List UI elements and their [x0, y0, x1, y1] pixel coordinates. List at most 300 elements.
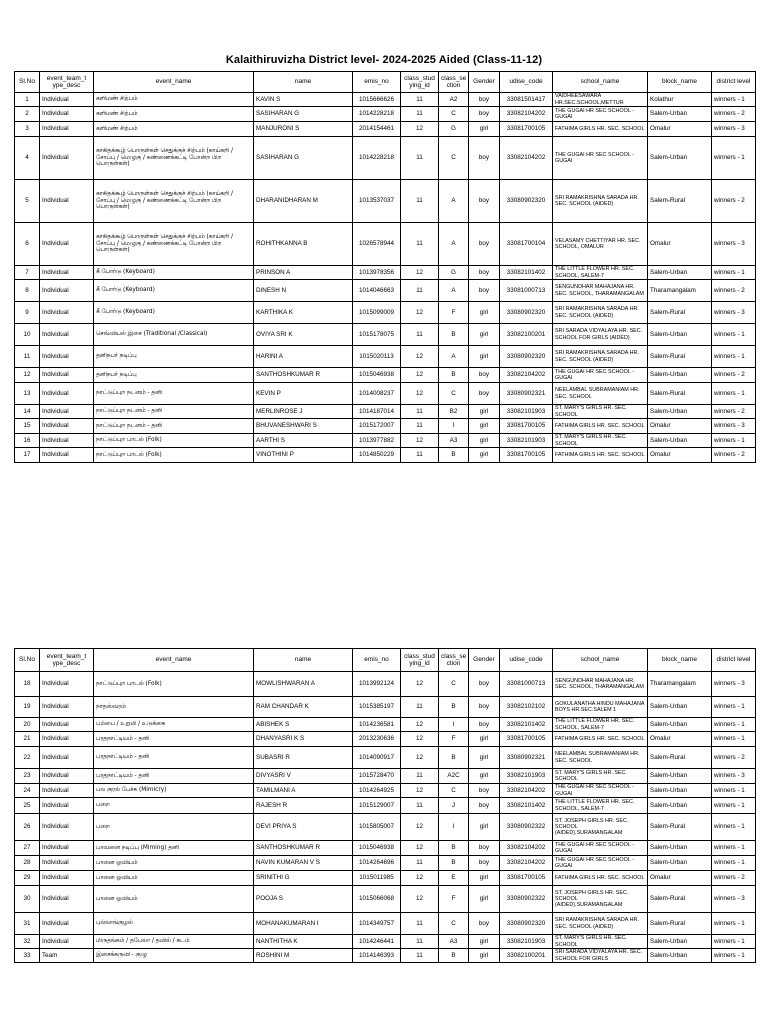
table-cell-section: A2 — [439, 93, 469, 107]
table-cell-name: SASIHARAN G — [254, 107, 353, 122]
col-header-level: district level — [712, 649, 756, 672]
table-cell-section: A3 — [439, 434, 469, 448]
table-cell-block: Salem-Rural — [648, 383, 712, 405]
table-row — [15, 886, 756, 913]
table-cell-event-name: இசைக்கருவி - குழு — [94, 949, 254, 963]
table-cell-class: 12 — [401, 122, 439, 137]
table-cell-emis: 1015129007 — [353, 798, 401, 814]
table-cell-event-name: காகிதக்கூழ் பொருள்கள் செதுக்குச் சிற்பம் (காய்கறி / சோப்பு / மெழுகு / கண்ணைக்கட்டி போன்ற பிற பொருள்கள்) — [94, 137, 254, 180]
table-cell-event-name: மிருதங்கம் / தபேலா / தவில் / கடம் — [94, 935, 254, 949]
table-cell-emis: 1014264925 — [353, 784, 401, 798]
table-cell-section: B — [439, 949, 469, 963]
table-cell-slno: 22 — [15, 747, 40, 769]
table-row — [15, 718, 756, 732]
table-cell-name: KAVIN S — [254, 93, 353, 107]
table-cell-event-type: Individual — [40, 913, 94, 935]
table-cell-udise: 33081000713 — [500, 280, 553, 302]
table-cell-school: SRI RAMAKRISHNA SARADA HR. SEC. SCHOOL (AIDED) — [553, 302, 648, 324]
table-cell-level: winners - 1 — [712, 798, 756, 814]
table-cell-emis: 1014187014 — [353, 405, 401, 419]
table-cell-level: winners - 3 — [712, 672, 756, 697]
table-cell-name: BHUVANESHWARI S — [254, 419, 353, 434]
col-header-section: class_se ction — [439, 72, 469, 93]
table-cell-school: SENGUNDHAR MAHAJANA HR. SEC. SCHOOL, THARAMANGALAM — [553, 672, 648, 697]
table-cell-gender: boy — [469, 856, 500, 871]
table-cell-block: Tharamangalam — [648, 672, 712, 697]
table-cell-class: 12 — [401, 368, 439, 383]
table-cell-udise: 33082104202 — [500, 784, 553, 798]
table-cell-school: ST. JOSEPH GIRLS HR. SEC. SCHOOL (AIDED),SURAMANGALAM — [553, 886, 648, 913]
table-cell-emis: 1015172007 — [353, 419, 401, 434]
table-cell-emis: 1015385197 — [353, 697, 401, 718]
table-cell-slno: 23 — [15, 769, 40, 784]
table-cell-slno: 7 — [15, 266, 40, 280]
table-cell-block: Salem-Rural — [648, 180, 712, 223]
table-cell-name: NAVIN KUMARAN V S — [254, 856, 353, 871]
table-cell-school: SENGUNDHAR MAHAJANA HR. SEC. SCHOOL, THARAMANGALAM — [553, 280, 648, 302]
table-cell-name: DHARANIDHARAN M — [254, 180, 353, 223]
table-cell-gender: girl — [469, 448, 500, 463]
table-cell-block: Salem-Rural — [648, 302, 712, 324]
table-row — [15, 856, 756, 871]
table-cell-emis: 1015020113 — [353, 346, 401, 368]
table-cell-level: winners - 1 — [712, 346, 756, 368]
table-cell-section: C — [439, 383, 469, 405]
table-cell-udise: 33082100201 — [500, 949, 553, 963]
table-cell-class: 11 — [401, 935, 439, 949]
table-cell-school: THE LITTLE FLOWER HR. SEC. SCHOOL, SALEM-7 — [553, 718, 648, 732]
table-cell-school: THE GUGAI HR SEC SCHOOL - GUGAI — [553, 368, 648, 383]
table-cell-emis: 1014228218 — [353, 137, 401, 180]
table-cell-section: C — [439, 137, 469, 180]
table-cell-school: ST. MARY'S GIRLS HR. SEC. SCHOOL — [553, 769, 648, 784]
table-cell-block: Salem-Urban — [648, 718, 712, 732]
table-cell-level: winners - 1 — [712, 324, 756, 346]
table-cell-udise: 33082100201 — [500, 324, 553, 346]
table-row — [15, 434, 756, 448]
table-header-row — [15, 649, 756, 672]
table-row — [15, 266, 756, 280]
table-cell-udise: 33081700104 — [500, 223, 553, 266]
table-cell-event-type: Individual — [40, 405, 94, 419]
table-cell-class: 11 — [401, 93, 439, 107]
col-header-block: block_name — [648, 649, 712, 672]
table-cell-class: 11 — [401, 697, 439, 718]
table-cell-level: winners - 2 — [712, 747, 756, 769]
col-header-school: school_name — [553, 72, 648, 93]
table-cell-section: B — [439, 841, 469, 856]
table-cell-gender: girl — [469, 871, 500, 886]
table-cell-udise: 33081700105 — [500, 871, 553, 886]
table-cell-udise: 33082101402 — [500, 718, 553, 732]
col-header-gender: Gender — [469, 72, 500, 93]
table-cell-emis: 1015178075 — [353, 324, 401, 346]
table-cell-class: 11 — [401, 280, 439, 302]
table-cell-level: winners - 1 — [712, 697, 756, 718]
table-cell-name: MOWLISHWARAN A — [254, 672, 353, 697]
table-cell-event-name: களிமண் சிற்பம் — [94, 93, 254, 107]
table-row — [15, 949, 756, 963]
table-cell-event-type: Individual — [40, 814, 94, 841]
table-cell-event-name: பறை — [94, 814, 254, 841]
table-cell-event-type: Individual — [40, 280, 94, 302]
table-cell-event-name: நாட்டுப்புற பாடல் (Folk) — [94, 434, 254, 448]
col-header-udise: udise_code — [500, 72, 553, 93]
table-cell-school: FATHIMA GIRLS HR. SEC. SCHOOL — [553, 419, 648, 434]
table-cell-event-type: Individual — [40, 266, 94, 280]
table-cell-name: AARTHI S — [254, 434, 353, 448]
table-cell-udise: 33082101402 — [500, 798, 553, 814]
table-cell-slno: 4 — [15, 137, 40, 180]
table-cell-udise: 33081000713 — [500, 672, 553, 697]
table-row — [15, 122, 756, 137]
table-cell-section: J — [439, 798, 469, 814]
table-cell-class: 12 — [401, 302, 439, 324]
table-cell-event-name: பம்பை / உறுமி / உடுக்கை — [94, 718, 254, 732]
table-cell-level: winners - 2 — [712, 368, 756, 383]
table-cell-event-name: நாதஸ்வரம் — [94, 697, 254, 718]
table-row — [15, 784, 756, 798]
table-cell-event-type: Individual — [40, 871, 94, 886]
table-cell-udise: 33082101903 — [500, 769, 553, 784]
table-cell-emis: 1014850229 — [353, 448, 401, 463]
table-row — [15, 223, 756, 266]
table-cell-event-type: Individual — [40, 747, 94, 769]
table-cell-block: Salem-Urban — [648, 434, 712, 448]
table-cell-event-type: Individual — [40, 798, 94, 814]
table-cell-school: ST. MARY'S GIRLS HR. SEC. SCHOOL — [553, 935, 648, 949]
table-cell-gender: girl — [469, 747, 500, 769]
table-cell-gender: boy — [469, 697, 500, 718]
table-cell-event-name: நாட்டுப்புற பாடல் (Folk) — [94, 672, 254, 697]
table-cell-class: 11 — [401, 405, 439, 419]
table-cell-event-name: நாட்டுப்புற நடனம் - தனி — [94, 419, 254, 434]
table-cell-block: Kolathur — [648, 93, 712, 107]
table-cell-event-name: பானை ஓவியம் — [94, 856, 254, 871]
table-cell-event-type: Individual — [40, 769, 94, 784]
table-cell-slno: 28 — [15, 856, 40, 871]
table-cell-udise: 33080902321 — [500, 747, 553, 769]
table-cell-block: Salem-Urban — [648, 949, 712, 963]
table-cell-event-type: Individual — [40, 841, 94, 856]
table-cell-section: A — [439, 280, 469, 302]
table-cell-name: PRINSON A — [254, 266, 353, 280]
table-cell-section: B2 — [439, 405, 469, 419]
table-cell-slno: 31 — [15, 913, 40, 935]
table-cell-level: winners - 2 — [712, 180, 756, 223]
col-header-class: class_stud ying_id — [401, 72, 439, 93]
table-body-2 — [15, 672, 756, 963]
col-header-event-type: event_team_t ype_desc — [40, 649, 94, 672]
table-cell-gender: boy — [469, 841, 500, 856]
table-cell-name: DIVYASRI V — [254, 769, 353, 784]
table-row — [15, 697, 756, 718]
table-cell-level: winners - 1 — [712, 434, 756, 448]
table-cell-event-name: பாவனை நடிப்பு (Miming) தனி — [94, 841, 254, 856]
table-cell-block: Salem-Rural — [648, 814, 712, 841]
table-cell-event-name: தனிநபர் நடிப்பு — [94, 346, 254, 368]
table-cell-school: NEELAMBAL SUBRAMANIAM HR. SEC. SCHOOL — [553, 747, 648, 769]
table-cell-level: winners - 1 — [712, 266, 756, 280]
table-cell-name: MANJURONI S — [254, 122, 353, 137]
table-cell-gender: boy — [469, 223, 500, 266]
table-cell-section: B — [439, 368, 469, 383]
table-cell-slno: 2 — [15, 107, 40, 122]
table-cell-emis: 1013978356 — [353, 266, 401, 280]
table-cell-event-type: Individual — [40, 346, 94, 368]
table-cell-event-type: Individual — [40, 122, 94, 137]
table-cell-gender: girl — [469, 405, 500, 419]
table-cell-level: winners - 1 — [712, 913, 756, 935]
table-cell-event-type: Individual — [40, 107, 94, 122]
table-cell-name: POOJA S — [254, 886, 353, 913]
table-cell-gender: girl — [469, 419, 500, 434]
table-cell-emis: 1015046938 — [353, 841, 401, 856]
table-cell-class: 11 — [401, 798, 439, 814]
table-cell-section: E — [439, 871, 469, 886]
table-cell-event-name: காகிதக்கூழ் பொருள்கள் செதுக்குச் சிற்பம் (காய்கறி / சோப்பு / மெழுகு / கண்ணைக்கட்டி போன்ற பிற பொருள்கள்) — [94, 223, 254, 266]
table-cell-udise: 33082101903 — [500, 405, 553, 419]
table-cell-udise: 33082102102 — [500, 697, 553, 718]
table-cell-gender: boy — [469, 180, 500, 223]
table-cell-school: THE LITTLE FLOWER HR. SEC. SCHOOL, SALEM-7 — [553, 266, 648, 280]
col-header-gender: Gender — [469, 649, 500, 672]
table-cell-school: FATHIMA GIRLS HR. SEC. SCHOOL — [553, 122, 648, 137]
table-cell-name: RAJESH R — [254, 798, 353, 814]
table-cell-udise: 33080902322 — [500, 814, 553, 841]
table-cell-name: DHANYASRI K S — [254, 732, 353, 747]
table-cell-class: 12 — [401, 672, 439, 697]
table-row — [15, 448, 756, 463]
table-cell-class: 12 — [401, 814, 439, 841]
table-cell-slno: 12 — [15, 368, 40, 383]
table-cell-emis: 1015046938 — [353, 368, 401, 383]
table-cell-block: Salem-Rural — [648, 886, 712, 913]
table-cell-section: B — [439, 856, 469, 871]
table-cell-event-name: நாட்டுப்புற பாடல் (Folk) — [94, 448, 254, 463]
table-cell-school: ST. JOSEPH GIRLS HR. SEC. SCHOOL (AIDED),SURAMANGALAM — [553, 814, 648, 841]
col-header-section: class_se ction — [439, 649, 469, 672]
table-cell-school: THE GUGAI HR SEC SCHOOL - GUGAI — [553, 856, 648, 871]
table-cell-school: ST. MARY'S GIRLS HR. SEC. SCHOOL — [553, 434, 648, 448]
table-cell-emis: 1014008237 — [353, 383, 401, 405]
table-cell-school: VAIDHEESAWARA HR.SEC.SCHOOL,METTUR — [553, 93, 648, 107]
table-cell-name: DEVI PRIYA S — [254, 814, 353, 841]
table-cell-block: Salem-Urban — [648, 841, 712, 856]
table-cell-section: C — [439, 672, 469, 697]
table-cell-block: Salem-Urban — [648, 697, 712, 718]
col-header-event-type: event_team_t ype_desc — [40, 72, 94, 93]
table-cell-event-name: பல குரல் பேச்சு (Mimicry) — [94, 784, 254, 798]
table-cell-name: SANTHOSHKUMAR R — [254, 368, 353, 383]
table-cell-school: THE LITTLE FLOWER HR. SEC. SCHOOL, SALEM-7 — [553, 798, 648, 814]
table-cell-udise: 33080902320 — [500, 302, 553, 324]
table-cell-block: Salem-Urban — [648, 266, 712, 280]
table-cell-udise: 33082104202 — [500, 856, 553, 871]
table-cell-gender: girl — [469, 935, 500, 949]
table-cell-event-type: Individual — [40, 732, 94, 747]
table-cell-slno: 18 — [15, 672, 40, 697]
table-cell-gender: boy — [469, 798, 500, 814]
table-cell-emis: 1013992124 — [353, 672, 401, 697]
table-cell-event-type: Individual — [40, 672, 94, 697]
table-cell-school: ST. MARY'S GIRLS HR. SEC. SCHOOL — [553, 405, 648, 419]
table-cell-name: ROSHINI M — [254, 949, 353, 963]
table-cell-emis: 1013977882 — [353, 434, 401, 448]
table-cell-class: 11 — [401, 180, 439, 223]
table-cell-slno: 24 — [15, 784, 40, 798]
table-cell-class: 11 — [401, 223, 439, 266]
table-cell-gender: girl — [469, 122, 500, 137]
table-cell-emis: 1015666626 — [353, 93, 401, 107]
table-cell-udise: 33082104202 — [500, 368, 553, 383]
table-cell-block: Omalur — [648, 223, 712, 266]
table-cell-event-type: Individual — [40, 886, 94, 913]
table-cell-name: MERLINROSE J — [254, 405, 353, 419]
table-cell-slno: 15 — [15, 419, 40, 434]
table-cell-udise: 33081700105 — [500, 448, 553, 463]
table-cell-class: 12 — [401, 718, 439, 732]
table-cell-udise: 33080902320 — [500, 913, 553, 935]
table-cell-event-type: Individual — [40, 784, 94, 798]
table-cell-section: F — [439, 302, 469, 324]
table-cell-event-type: Individual — [40, 856, 94, 871]
table-cell-class: 12 — [401, 784, 439, 798]
table-cell-section: B — [439, 448, 469, 463]
table-cell-event-name: கீ போர்டு (Keyboard) — [94, 280, 254, 302]
col-header-level: district level — [712, 72, 756, 93]
table-cell-level: winners - 1 — [712, 784, 756, 798]
table-cell-gender: boy — [469, 672, 500, 697]
table-cell-emis: 1015728470 — [353, 769, 401, 784]
table-cell-gender: girl — [469, 886, 500, 913]
table-cell-class: 12 — [401, 346, 439, 368]
table-cell-gender: boy — [469, 913, 500, 935]
table-cell-emis: 1015805007 — [353, 814, 401, 841]
table-cell-gender: boy — [469, 280, 500, 302]
table-cell-block: Salem-Urban — [648, 935, 712, 949]
table-cell-slno: 9 — [15, 302, 40, 324]
table-cell-section: A — [439, 180, 469, 223]
table-cell-event-type: Individual — [40, 935, 94, 949]
table-cell-gender: boy — [469, 784, 500, 798]
table-cell-level: winners - 2 — [712, 405, 756, 419]
table-cell-udise: 33081700105 — [500, 122, 553, 137]
table-cell-event-name: நாட்டுப்புற நடனம் - தனி — [94, 405, 254, 419]
table-cell-slno: 17 — [15, 448, 40, 463]
table-cell-school: SRI RAMAKRISHNA SARADA HR. SEC. SCHOOL (AIDED) — [553, 913, 648, 935]
table-cell-class: 11 — [401, 913, 439, 935]
table-cell-event-type: Individual — [40, 137, 94, 180]
table-cell-school: THE GUGAI HR SEC SCHOOL - GUGAI — [553, 137, 648, 180]
table-cell-event-name: நாட்டுப்புற நடனம் - தனி — [94, 383, 254, 405]
table-row — [15, 419, 756, 434]
table-cell-udise: 33081700105 — [500, 419, 553, 434]
table-cell-event-type: Individual — [40, 434, 94, 448]
table-cell-slno: 5 — [15, 180, 40, 223]
table-cell-slno: 20 — [15, 718, 40, 732]
table-cell-slno: 3 — [15, 122, 40, 137]
table-cell-section: I — [439, 419, 469, 434]
table-cell-name: ABISHEK S — [254, 718, 353, 732]
col-header-slno: Sl.No — [15, 649, 40, 672]
table-cell-slno: 6 — [15, 223, 40, 266]
table-cell-event-type: Team — [40, 949, 94, 963]
table-cell-name: SRINITHI G — [254, 871, 353, 886]
table-cell-block: Tharamangalam — [648, 280, 712, 302]
table-cell-slno: 19 — [15, 697, 40, 718]
table-cell-name: ROHITHKANNA B — [254, 223, 353, 266]
col-header-class: class_stud ying_id — [401, 649, 439, 672]
table-cell-school: NEELAMBAL SUBRAMANIAM HR. SEC. SCHOOL — [553, 383, 648, 405]
table-row — [15, 841, 756, 856]
table-cell-gender: girl — [469, 324, 500, 346]
table-cell-event-name: கீ போர்டு (Keyboard) — [94, 302, 254, 324]
table-cell-udise: 33082101903 — [500, 935, 553, 949]
table-cell-event-name: கீ போர்டு (Keyboard) — [94, 266, 254, 280]
table-cell-gender: boy — [469, 137, 500, 180]
table-cell-slno: 33 — [15, 949, 40, 963]
table-cell-section: A — [439, 223, 469, 266]
table-cell-section: A3 — [439, 935, 469, 949]
table-cell-section: A — [439, 346, 469, 368]
table-cell-emis: 1014349757 — [353, 913, 401, 935]
table-cell-block: Salem-Urban — [648, 856, 712, 871]
table-cell-slno: 8 — [15, 280, 40, 302]
table-cell-block: Salem-Rural — [648, 913, 712, 935]
table-cell-section: B — [439, 747, 469, 769]
table-cell-emis: 1026578944 — [353, 223, 401, 266]
table-cell-emis: 1014236581 — [353, 718, 401, 732]
table-cell-gender: girl — [469, 949, 500, 963]
table-row — [15, 814, 756, 841]
table-cell-slno: 30 — [15, 886, 40, 913]
table-cell-udise: 33082104202 — [500, 107, 553, 122]
table-cell-event-type: Individual — [40, 718, 94, 732]
page-title: Kalaithiruvizha District level- 2024-2025 Aided (Class-11-12) — [225, 54, 543, 66]
table-cell-class: 12 — [401, 266, 439, 280]
table-cell-event-type: Individual — [40, 223, 94, 266]
table-cell-level: winners - 1 — [712, 718, 756, 732]
table-cell-slno: 27 — [15, 841, 40, 856]
table-cell-school: FATHIMA GIRLS HR. SEC. SCHOOL — [553, 871, 648, 886]
table-cell-name: SUBASRI R — [254, 747, 353, 769]
table-cell-level: winners - 3 — [712, 886, 756, 913]
table-cell-name: SANTHOSHKUMAR R — [254, 841, 353, 856]
table-cell-event-name: பரதநாட்டியம் - தனி — [94, 732, 254, 747]
table-cell-school: FATHIMA GIRLS HR. SEC. SCHOOL — [553, 732, 648, 747]
table-cell-gender: girl — [469, 732, 500, 747]
table-cell-level: winners - 1 — [712, 383, 756, 405]
table-cell-emis: 2013230636 — [353, 732, 401, 747]
table-cell-class: 12 — [401, 383, 439, 405]
table-cell-class: 11 — [401, 448, 439, 463]
table-cell-slno: 10 — [15, 324, 40, 346]
table-row — [15, 137, 756, 180]
table-cell-event-type: Individual — [40, 419, 94, 434]
table-row — [15, 798, 756, 814]
table-row — [15, 769, 756, 784]
table-cell-section: F — [439, 732, 469, 747]
table-cell-class: 12 — [401, 732, 439, 747]
table-row — [15, 368, 756, 383]
table-cell-class: 12 — [401, 434, 439, 448]
table-cell-section: G — [439, 266, 469, 280]
table-cell-udise: 33080902321 — [500, 383, 553, 405]
table-cell-block: Omalur — [648, 871, 712, 886]
table-cell-slno: 16 — [15, 434, 40, 448]
table-cell-section: G — [439, 122, 469, 137]
